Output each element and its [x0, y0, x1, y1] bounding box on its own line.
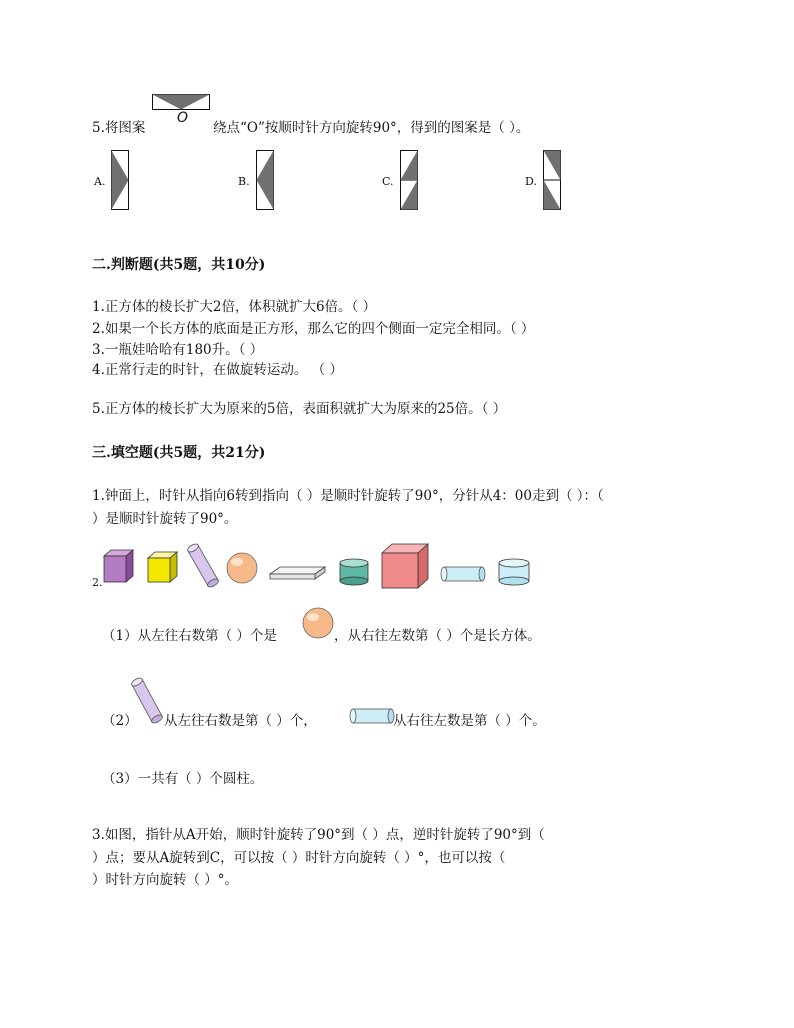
q5-pattern-figure: [152, 94, 210, 110]
q5-suffix: 绕点“O”按顺时针方向旋转90°，得到的图案是（ ）。: [213, 120, 530, 136]
fill-q2-sub2-b: 从左往右数是第（ ）个，: [164, 713, 317, 729]
sphere-shape: [227, 553, 257, 583]
option-c-label[interactable]: C.: [382, 175, 394, 188]
center-point-label: O: [177, 110, 189, 126]
fill-q3-line3: ）时针方向旋转（ ）°。: [92, 872, 239, 888]
judge-item-1: 1.正方体的棱长扩大2倍，体积就扩大6倍。（ ）: [92, 299, 377, 315]
purple-cube-shape: [104, 550, 133, 582]
slanted-cylinder-inline-icon: [130, 678, 166, 724]
judge-item-4: 4.正常行走的时针，在做旋转运动。 （ ）: [92, 362, 343, 378]
yellow-cube-shape: [148, 552, 177, 582]
pink-cube-shape: [382, 544, 428, 588]
fill-q2-sub3: （3）一共有（ ）个圆柱。: [102, 771, 264, 787]
flat-cuboid-shape: [270, 567, 325, 579]
fill-q1-line2: ）是顺时针旋转了90°。: [92, 511, 238, 527]
option-a-label[interactable]: A.: [94, 175, 106, 188]
fill-q3-line2: ）点；要从A旋转到C，可以按（ ）时针方向旋转（ ）°，也可以按（: [92, 850, 506, 866]
shapes-row: [0, 540, 794, 590]
fill-q2-sub1-a: （1）从左往右数第（ ）个是: [102, 628, 277, 644]
option-b-label[interactable]: B.: [238, 175, 250, 188]
option-b-figure[interactable]: [256, 150, 274, 210]
slanted-cylinder-shape: [186, 542, 219, 588]
fill-q2-sub1-b: ，从右往左数第（ ）个是长方体。: [334, 628, 541, 644]
option-c-figure[interactable]: [400, 150, 418, 210]
section2-heading: 二.判断题(共5题，共10分): [92, 257, 266, 273]
fill-q3-line1: 3.如图，指针从A开始，顺时针旋转了90°到（ ）点，逆时针旋转了90°到（: [92, 827, 545, 843]
sphere-inline-icon: [302, 607, 334, 639]
judge-item-2: 2.如果一个长方体的底面是正方形，那么它的四个侧面一定完全相同。（ ）: [92, 321, 535, 337]
judge-item-3: 3.一瓶娃哈哈有180升。（ ）: [92, 342, 264, 358]
fill-q2-number: 2.: [92, 576, 103, 589]
judge-item-5: 5.正方体的棱长扩大为原来的5倍，表面积就扩大为原来的25倍。（ ）: [92, 401, 507, 417]
option-d-figure[interactable]: [543, 150, 561, 210]
section3-heading: 三.填空题(共5题，共21分): [92, 445, 266, 461]
horizontal-cylinder-inline-icon: [350, 707, 394, 725]
q5-prefix: 5.将图案: [92, 120, 146, 136]
light-blue-cylinder-shape: [499, 559, 529, 585]
option-d-label[interactable]: D.: [525, 175, 537, 188]
horizontal-cylinder-shape: [441, 567, 485, 581]
option-a-figure[interactable]: [111, 150, 129, 210]
fill-q1-line1: 1.钟面上，时针从指向6转到指向（ ）是顺时针旋转了90°，分针从4：00走到（ ）：（: [92, 488, 604, 504]
teal-cylinder-shape: [340, 559, 368, 585]
fill-q2-sub2-c: 从右往左数是第（ ）个。: [393, 713, 546, 729]
fill-q2-sub2-a: （2）: [102, 713, 138, 729]
